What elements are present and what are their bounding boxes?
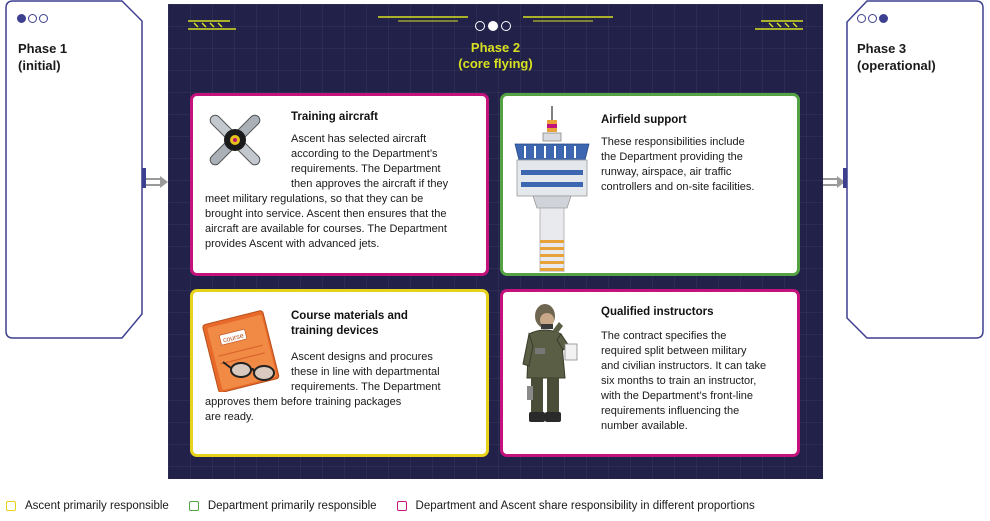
control-tower-icon [513,106,591,272]
card-body [601,135,754,195]
card-body-line: with the Department’s front-line [601,390,754,402]
legend-label: Department primarily responsible [207,500,377,512]
card-body-line: aircraft are available for courses. The Department [205,223,447,235]
phase-3-panel [843,0,985,342]
phase-3-subtitle: (operational) [857,58,936,73]
legend-item-ascent [6,500,169,512]
card-body-line: these in line with departmental [291,366,440,378]
card-qualified-instructors [500,289,800,457]
legend-label: Department and Ascent share responsibility in different proportions [415,500,755,512]
card-body-line: number available. [601,420,688,432]
progress-dot [28,14,37,23]
phase-1-label: Phase 1 [18,41,68,56]
card-body-line: are ready. [205,411,254,423]
card-body-line: requirements. The Department [291,381,441,393]
progress-dot [475,21,485,31]
progress-dot [879,14,888,23]
card-body-line: approves them before training packages [205,396,402,408]
card-body-top [291,132,448,192]
card-body-line: required split between military [601,345,747,357]
phase-1-progress-dots [17,14,48,23]
phase-2-panel [168,4,823,479]
card-training-aircraft [190,93,489,276]
legend [6,500,775,512]
phase-2-subtitle: (core flying) [458,56,533,71]
phase-2-progress-dots [475,21,511,31]
progress-dot [857,14,866,23]
arrow-right-icon [823,176,845,188]
card-body-line: and civilian instructors. It can take [601,360,767,372]
pilot-instructor-icon [521,302,583,430]
phase-3-progress-dots [857,14,888,23]
card-body-line: controllers and on-site facilities. [601,181,755,193]
legend-label: Ascent primarily responsible [25,500,169,512]
decor-stripes-right [753,18,803,32]
progress-dot [488,21,498,31]
card-body-line: provides Ascent with advanced jets. [205,238,380,250]
folder-glasses-icon [201,304,285,392]
card-title-line: Course materials and [291,310,408,322]
phase-2-title [168,40,823,72]
card-body-line: requirements. The Department [291,163,441,175]
legend-item-shared [397,500,755,512]
progress-dot [868,14,877,23]
card-body-line: The contract specifies the [601,330,727,342]
card-body-line: requirements influencing the [601,405,740,417]
card-title-line: training devices [291,325,379,337]
legend-swatch [397,501,407,511]
phase-1-title [18,40,67,74]
card-title: Training aircraft [291,111,378,123]
card-body [601,329,766,434]
legend-swatch [189,501,199,511]
legend-swatch [6,501,16,511]
phase-1-panel [4,0,146,342]
card-body-line: six months to train an instructor, [601,375,757,387]
card-body-line: runway, airspace, air traffic [601,166,732,178]
phase-3-title [857,40,936,74]
card-body-top [291,350,441,395]
phase-2-label: Phase 2 [470,40,521,55]
card-body-line: meet military regulations, so that they can be [205,193,424,205]
card-body-line: according to the Department’s [291,148,438,160]
card-body-line: brought into service. Ascent then ensures that the [205,208,447,220]
propeller-icon [201,106,269,174]
card-body-line: the Department providing the [601,151,743,163]
card-title: Airfield support [601,114,687,126]
card-title: Qualified instructors [601,306,714,318]
legend-item-department [189,500,377,512]
arrow-right-icon [146,176,168,188]
folder-label: course [222,332,245,345]
phase-1-subtitle: (initial) [18,58,61,73]
card-body-line: then approves the aircraft if they [291,178,449,190]
card-title [291,309,408,339]
card-body-line: These responsibilities include [601,136,745,148]
card-body-line: Ascent has selected aircraft [291,133,427,145]
phase-3-label: Phase 3 [857,41,907,56]
decor-stripes-left [188,18,238,32]
card-course-materials [190,289,489,457]
card-body-line: Ascent designs and procures [291,351,433,363]
card-airfield-support [500,93,800,276]
progress-dot [501,21,511,31]
progress-dot [17,14,26,23]
progress-dot [39,14,48,23]
card-body-bottom [205,192,447,252]
card-body-bottom [205,395,401,425]
